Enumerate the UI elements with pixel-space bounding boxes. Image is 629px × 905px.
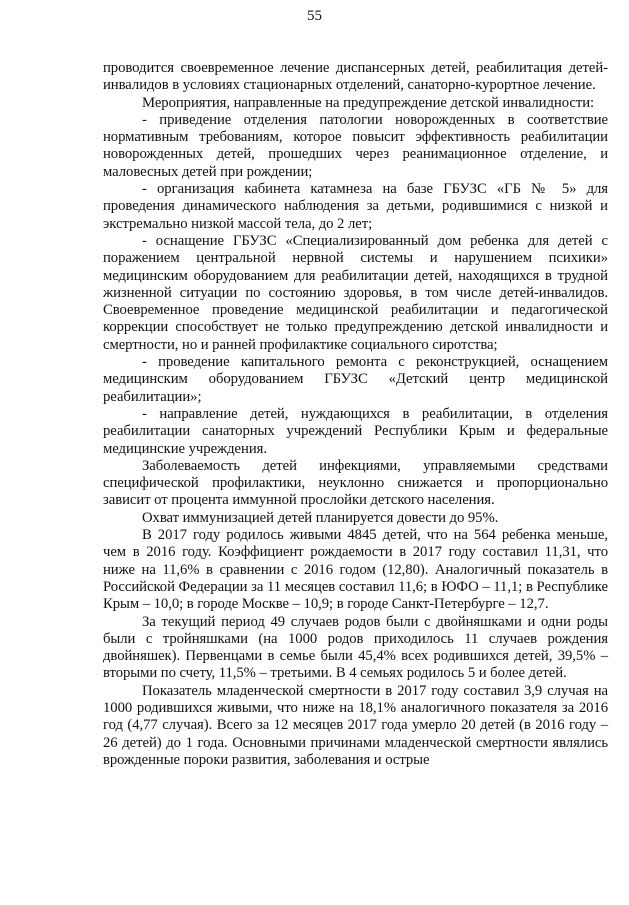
paragraph-infection-morbidity: Заболеваемость детей инфекциями, управляемыми средствами специфической профилактики, неуклонно снижается и пропорционально зависит от процента иммунной прослойки детского населения.: [103, 457, 608, 509]
paragraph-birth-rate: В 2017 году родилось живыми 4845 детей, что на 564 ребенка меньше, чем в 2016 году. Коэффициент рождаемости в 2017 году составил 11,31, что ниже на 11,6% в сравнении с 2016 годом (12,80). Аналогичный показатель в Российской Федерации за 11 месяцев составил 11,6; в ЮФО – 11,1; в Республике Крым – 10,0; в городе Москве – 10,9; в городе Санкт-Петербурге – 12,7.: [103, 527, 608, 613]
paragraph-twins-triplets: За текущий период 49 случаев родов были с двойняшками и одни роды были с тройняшками (на 1000 родов приходилось 11 случаев рождения двойняшек). Первенцами в семье были 45,4% всех родившихся детей, 39,5% – вторыми по счету, 11,5% – третьими. В 4 семьях родилось 5 и более детей.: [103, 613, 608, 682]
document-body: [103, 60, 608, 769]
list-item-neonatal-department: - приведение отделения патологии новорожденных в соответствие нормативным требованиям, которое повысит эффективность реабилитации новорожденных детей, прошедших через реанимационное отделение, и маловесных детей при рождении;: [103, 111, 608, 180]
list-item-catamnesis-office: - организация кабинета катамнеза на базе ГБУЗС «ГБ № 5» для проведения динамического наблюдения за детьми, родившимися с низкой и экстремально низкой массой тела, до 2 лет;: [103, 181, 608, 232]
page-number: 55: [307, 8, 322, 24]
list-item-rehabilitation-center-repair: - проведение капитального ремонта с реконструкцией, оснащением медицинским оборудованием ГБУЗС «Детский центр медицинской реабилитации»;: [103, 354, 608, 405]
paragraph-immunization-coverage: Охват иммунизацией детей планируется довести до 95%.: [142, 509, 499, 526]
list-item-sanatorium-referral: - направление детей, нуждающихся в реабилитации, в отделения реабилитации санаторных учреждений Республики Крым и федеральные медицинские учреждения.: [103, 405, 608, 457]
paragraph-continuation: проводится своевременное лечение диспансерных детей, реабилитация детей-инвалидов в условиях стационарных отделений, санаторно-курортное лечение.: [103, 60, 608, 94]
paragraph-infant-mortality: Показатель младенческой смертности в 2017 году составил 3,9 случая на 1000 родившихся живыми, что ниже на 18,1% аналогичного показателя за 2016 год (4,77 случая). Всего за 12 месяцев 2017 года умерло 20 детей (в 2016 году – 26 детей) до 1 года. Основными причинами младенческой смертности являлись врожденные пороки развития, заболевания и острые: [103, 682, 608, 768]
list-item-childrens-home-equipment: - оснащение ГБУЗС «Специализированный дом ребенка для детей с поражением центральной нервной системы и нарушением психики» медицинским оборудованием для реабилитации детей, находящихся в трудной жизненной ситуации по состоянию здоровья, в том числе детей-инвалидов. Своевременное проведение медицинской реабилитации и педагогической коррекции способствует не только предупреждению детской инвалидности и смертности, но и ранней профилактике социального сиротства;: [103, 232, 608, 353]
paragraph-measures-heading: Мероприятия, направленные на предупреждение детской инвалидности:: [142, 94, 595, 111]
